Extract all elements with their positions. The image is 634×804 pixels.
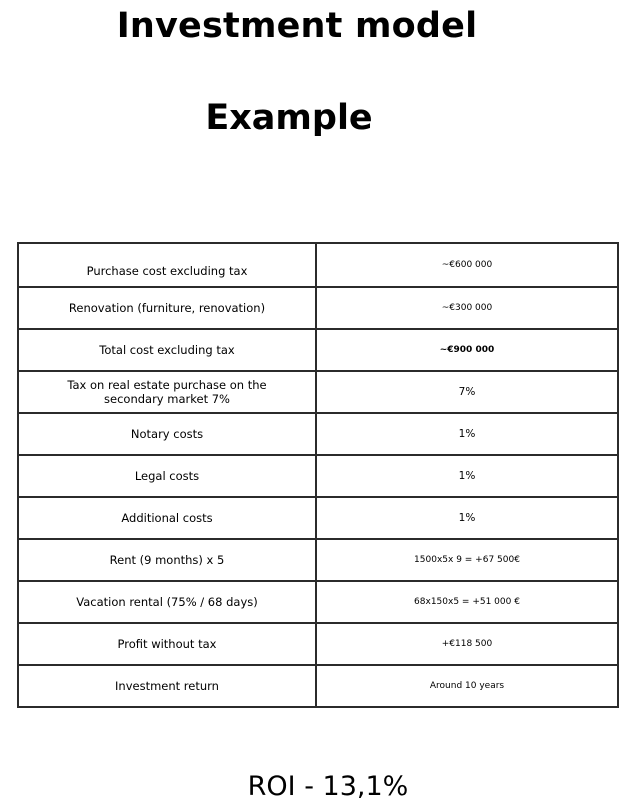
row-label: Legal costs [18, 455, 316, 497]
table-row [18, 329, 618, 371]
row-value: 68x150x5 = +51 000 € [316, 581, 618, 623]
table-row [18, 455, 618, 497]
table-row [18, 497, 618, 539]
row-value: 1% [316, 497, 618, 539]
row-label: Additional costs [18, 497, 316, 539]
row-label: Rent (9 months) x 5 [18, 539, 316, 581]
page-subtitle: Example [205, 98, 373, 138]
row-label: Total cost excluding tax [18, 329, 316, 371]
row-label: Profit without tax [18, 623, 316, 665]
row-label: Purchase cost excluding tax [18, 243, 316, 287]
row-value: Around 10 years [316, 665, 618, 707]
row-value: ~€600 000 [316, 243, 618, 287]
row-value: ~€900 000 [316, 329, 618, 371]
row-value: 1% [316, 455, 618, 497]
row-value: +€118 500 [316, 623, 618, 665]
page-title: Investment model [116, 6, 478, 46]
row-value: 1% [316, 413, 618, 455]
table-row [18, 243, 618, 287]
row-label: Vacation rental (75% / 68 days) [18, 581, 316, 623]
table-row [18, 581, 618, 623]
row-value: 7% [316, 371, 618, 413]
table-row [18, 665, 618, 707]
row-label: Renovation (furniture, renovation) [18, 287, 316, 329]
row-label: Tax on real estate purchase on the secondary market 7% [18, 371, 316, 413]
table-row [18, 413, 618, 455]
investment-table [17, 242, 619, 708]
row-value: 1500x5x 9 = +67 500€ [316, 539, 618, 581]
table-row [18, 623, 618, 665]
row-label: Notary costs [18, 413, 316, 455]
table-row [18, 371, 618, 413]
table-row [18, 539, 618, 581]
roi-summary: ROI - 13,1% [247, 771, 409, 802]
row-value: ~€300 000 [316, 287, 618, 329]
table-row [18, 287, 618, 329]
row-label: Investment return [18, 665, 316, 707]
